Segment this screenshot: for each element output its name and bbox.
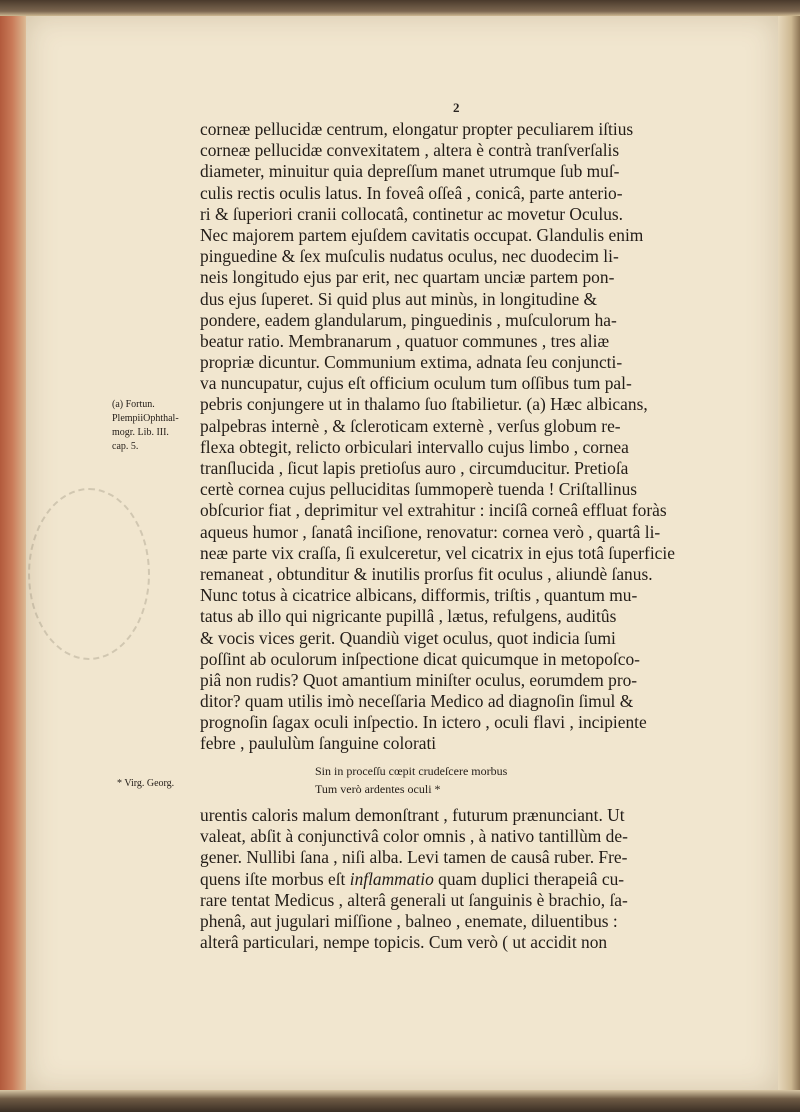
text-segment: alterâ particulari, nempe topicis. Cum verò ( ut accidit non [200,932,608,953]
text-segment: valeat, abſit à conjunctivâ color omnis , à nativo tantillùm de- [200,826,628,847]
text-line: corneæ pellucidæ centrum, elongatur propter peculiarem iſtius [200,119,634,139]
verse-quotation [315,762,507,798]
text-line: culis rectis oculis latus. In foveâ oſſeâ , conicâ, parte anterio- [200,182,623,203]
page-number: 2 [453,100,460,115]
text-line: certè cornea cujus pelluciditas ſummoperè tuenda ! Criſtallinus [200,479,638,500]
main-text-top [200,119,675,755]
text-line: prognoſin ſagax oculi inſpectio. In ictero , oculi flavi , incipiente [200,712,647,733]
page-edge-top [0,0,800,16]
text-line: va nuncupatur, cujus eſt officium oculum tum oſſibus tum pal- [200,373,632,394]
text-line: aqueus humor , ſanatâ inciſione, renovatur: cornea verò , quartâ li- [200,521,661,542]
library-stamp [28,488,150,660]
text-line: remaneat , obtunditur & inutilis prorſus fit oculus , aliundè ſanus. [200,563,653,584]
text-line: pebris conjungere ut in thalamo ſuo ſtabilietur. (a) Hæc albicans, [200,394,648,415]
text-line: palpebras internè , & ſcleroticam externè , verſus globum re- [200,415,621,436]
text-line [200,890,628,911]
sidenote-plempius [112,398,202,454]
text-segment: phenâ, aut jugulari miſſione , balneo , enemate, diluentibus : [200,910,618,931]
sidenote-line: (a) Fortun. [112,399,155,410]
text-segment: gener. Nullibi ſana , niſi alba. Levi tamen de causâ ruber. Fre- [200,847,628,868]
text-line: tatus ab illo qui nigricante pupillâ , lætus, refulgens, auditûs [200,606,617,627]
main-text-bottom [200,805,628,953]
text-line: propriæ dicuntur. Communium extima, adnata ſeu conjuncti- [200,352,623,373]
text-line: corneæ pellucidæ convexitatem , altera è contrà tranſverſalis [200,140,620,161]
text-line [200,932,628,953]
text-line: flexa obtegit, relicto orbiculari intervallo cujus limbo , cornea [200,436,629,457]
text-line: poſſint ab oculorum inſpectione dicat quicumque in metopoſco- [200,648,640,669]
text-segment: urentis caloris malum demonſtrant , futurum prænunciant. Ut [200,805,625,825]
page-edge-right [778,0,800,1112]
sidenote-line: PlempiiOphthal- [112,413,179,424]
text-line [200,847,628,868]
text-line: beatur ratio. Membranarum , quatuor communes , tres aliæ [200,330,610,351]
text-line: ri & ſuperiori cranii collocatâ, continetur ac movetur Oculus. [200,203,624,224]
text-line: Nunc totus à cicatrice albicans, difformis, triſtis , quantum mu- [200,585,638,606]
text-line: Nec majorem partem ejuſdem cavitatis occupat. Glandulis enim [200,224,644,245]
text-line [200,869,628,890]
text-line: neæ parte vix craſſa, ſi exulceretur, vel cicatrix in ejus totâ ſuperficie [200,542,675,563]
text-line: neis longitudo ejus par erit, nec quartam unciæ partem pon- [200,267,615,288]
text-line: pondere, eadem glandularum, pinguedinis , muſculorum ha- [200,309,617,330]
sidenote-line: cap. 5. [112,441,139,452]
page-edge-bottom [0,1090,800,1112]
text-segment: quens iſte morbus eſt [200,868,350,889]
text-line: diameter, minuitur quia depreſſum manet utrumque ſub muſ- [200,161,620,182]
sidenote-line: mogr. Lib. III. [112,427,169,438]
verse-line: Sin in proceſſu cœpit crudeſcere morbus [315,764,508,778]
text-line: febre , paululùm ſanguine colorati [200,733,437,754]
text-line: obſcurior fiat , deprimitur vel extrahitur : inciſâ corneâ effluat foràs [200,500,667,521]
text-segment: rare tentat Medicus , alterâ generali ut ſanguinis è brachio, ſa- [200,889,628,910]
text-line [200,805,628,826]
text-line: & vocis vices gerit. Quandiù viget oculus, quot indicia ſumi [200,627,616,648]
text-line [200,911,628,932]
text-segment: quam duplici therapeiâ cu- [433,868,625,889]
text-line: ditor? quam utilis imò neceſſaria Medico ad diagnoſin ſimul & [200,691,634,712]
italic-term: inflammatio [349,868,434,889]
text-line: pinguedine & ſex muſculis nudatus oculus, nec duodecim li- [200,246,619,267]
text-line: tranſlucida , ſicut lapis pretioſus auro , circumducitur. Pretioſa [200,458,629,478]
text-line: piâ non rudis? Quot amantium miniſter oculus, eorumdem pro- [200,669,638,690]
sidenote-virgil: * Virg. Georg. [117,778,175,789]
text-line [200,826,628,847]
verse-line: Tum verò ardentes oculi * [315,782,441,796]
text-line: dus ejus ſuperet. Si quid plus aut minùs, in longitudine & [200,288,598,309]
